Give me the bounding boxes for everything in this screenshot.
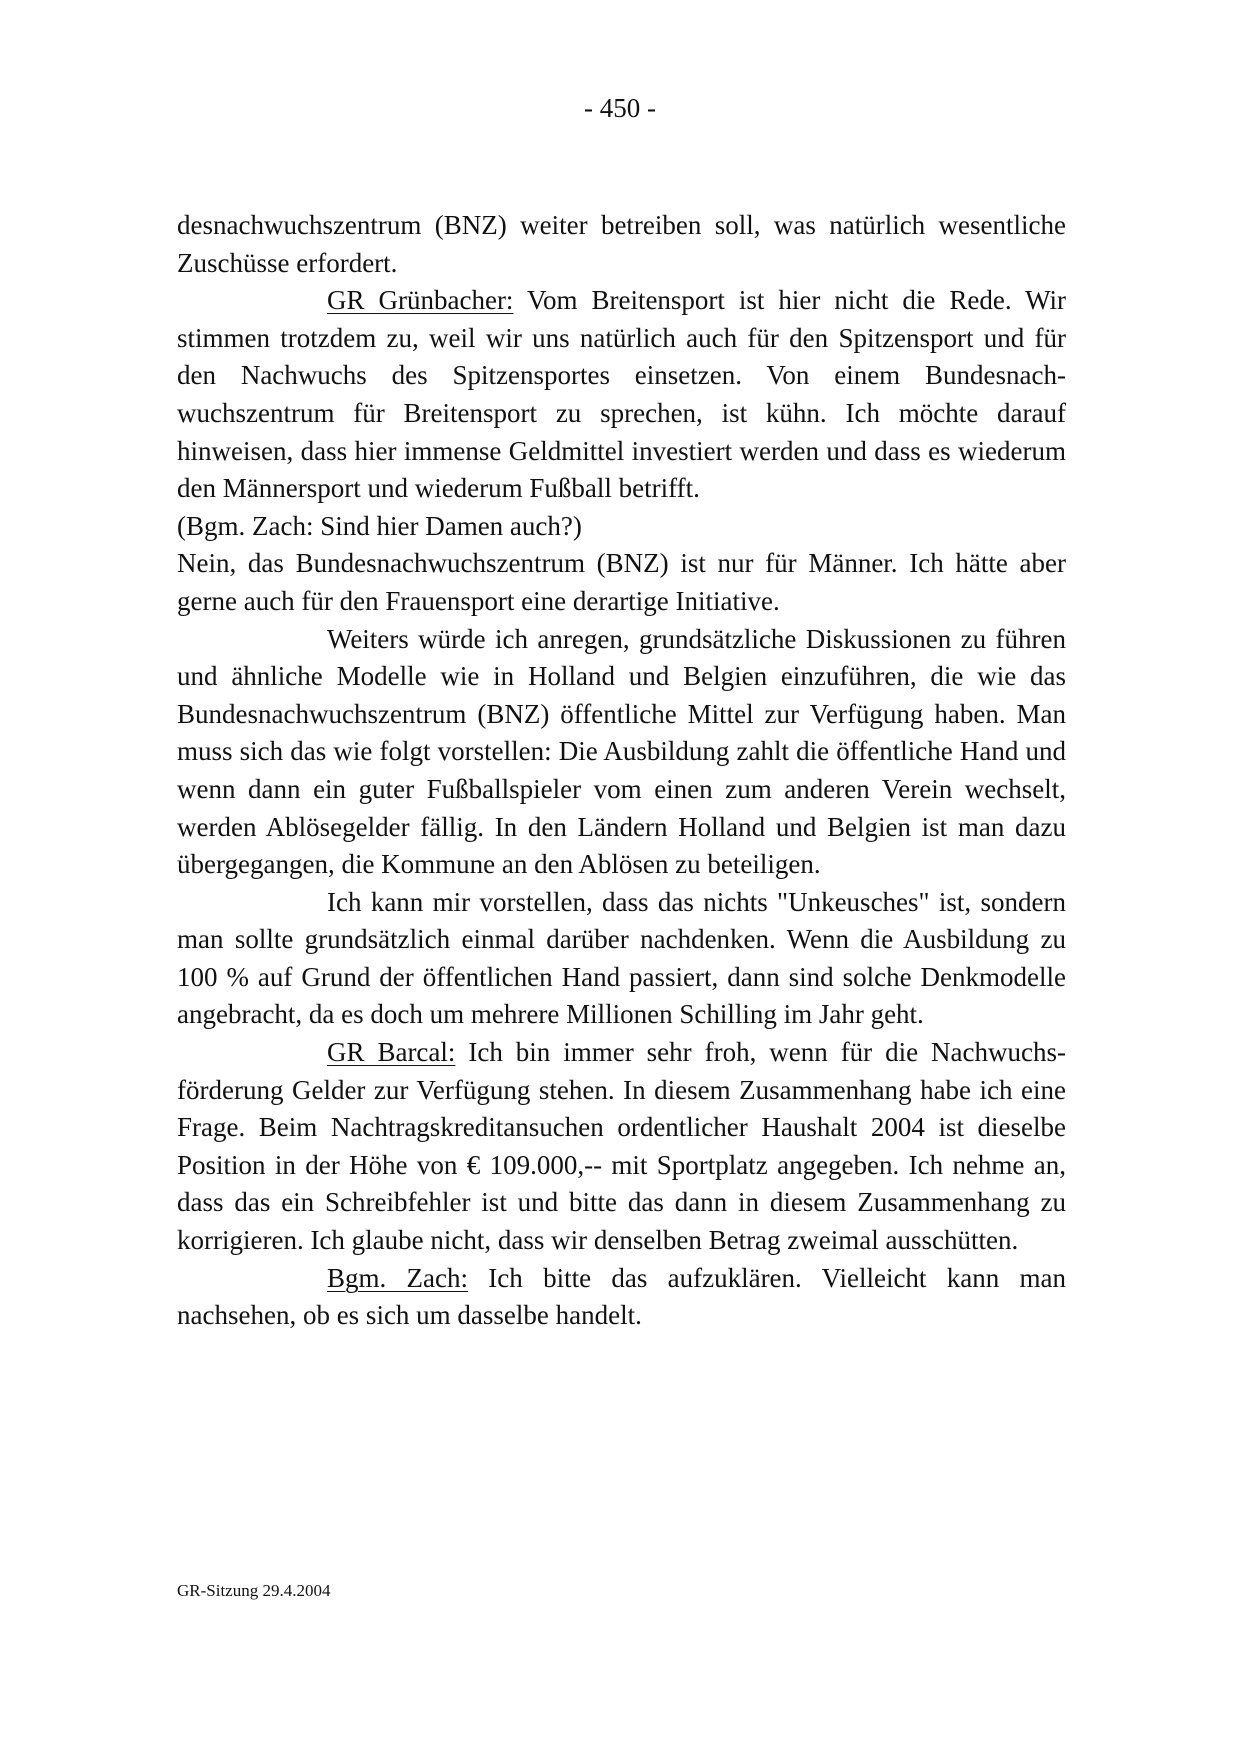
page-number: - 450 -: [584, 93, 656, 123]
paragraph-text: Ich kann mir vorstellen, dass das nichts "Unkeusches" ist, sondern man sollte grundsätzlich einmal darüber nachdenken. Wenn die Ausbildung zu 100 % auf Grund der öffentlichen Hand passiert, dann sind solche Denkmodelle angebracht, da es doch um mehrere Millionen Schilling im Jahr geht.: [177, 886, 1066, 1030]
paragraph-reply: [177, 545, 1066, 620]
paragraph-proposal: [177, 621, 1066, 884]
paragraph-text: Weiters würde ich anregen, grundsätzliche Diskussionen zu führen und ähnliche Modelle wie in Holland und Belgien einzuführen, die wie das Bundesnachwuchszentrum (BNZ) öffentliche Mittel zur Verfügung haben. Man muss sich das wie folgt vorstellen: Die Ausbildung zahlt die öffentliche Hand und wenn dann ein guter Fußballspieler vom einen zum anderen Verein wechselt, werden Ablösegelder fällig. In den Ländern Holland und Belgien ist man dazu übergegangen, die Kommune an den Ablösen zu beteiligen.: [177, 623, 1066, 880]
paragraph-speech-barcal: [177, 1034, 1066, 1260]
body-text: [177, 207, 1066, 1335]
paragraph-continuation: [177, 207, 1066, 282]
paragraph-text: Vom Breitensport ist hier nicht die Rede. Wir stimmen trotzdem zu, weil wir uns natürlich auch für den Spitzensport und für den Nachwuchs des Spitzensportes einsetzen. Von einem Bundesnachwuchszentrum für Breitensport zu sprechen, ist kühn. Ich möchte darauf hinweisen, dass hier immense Geldmittel investiert werden und dass es wiederum den Männersport und wiederum Fußball betrifft.: [177, 285, 1066, 504]
paragraph-text: Ich bitte das aufzuklären. Vielleicht kann man nachsehen, ob es sich um dasselbe handelt.: [177, 1262, 1066, 1331]
paragraph-speech-zach: [177, 1260, 1066, 1335]
speaker-name: GR Barcal:: [327, 1037, 456, 1068]
paragraph-text: (Bgm. Zach: Sind hier Damen auch?): [177, 510, 582, 541]
paragraph-text: desnachwuchszentrum (BNZ) weiter betreiben soll, was natürlich wesentliche Zuschüsse erfordert.: [177, 210, 1066, 278]
speaker-name: GR Grünbacher:: [327, 285, 514, 316]
paragraph-text: Nein, das Bundesnachwuchszentrum (BNZ) ist nur für Männer. Ich hätte aber gerne auch für den Frauensport eine derartige Initiative.: [177, 548, 1066, 616]
paragraph-text: Ich bin immer sehr froh, wenn für die Nachwuchsförderung Gelder zur Verfügung stehen. In diesem Zusammenhang habe ich eine Frage. Beim Nachtragskreditansuchen ordentlicher Haushalt 2004 ist dieselbe Position in der Höhe von € 109.000,-- mit Sportplatz angegeben. Ich nehme an, dass das ein Schreibfehler ist und bitte das dann in diesem Zusammenhang zu korrigieren. Ich glaube nicht, dass wir denselben Betrag zweimal ausschütten.: [177, 1037, 1067, 1256]
paragraph-speech-gruenbacher: [177, 282, 1066, 508]
speaker-name: Bgm. Zach:: [327, 1262, 469, 1293]
paragraph-opinion: [177, 884, 1066, 1034]
footer-session-date: GR-Sitzung 29.4.2004: [177, 1581, 331, 1600]
paragraph-interjection: [177, 508, 1066, 546]
